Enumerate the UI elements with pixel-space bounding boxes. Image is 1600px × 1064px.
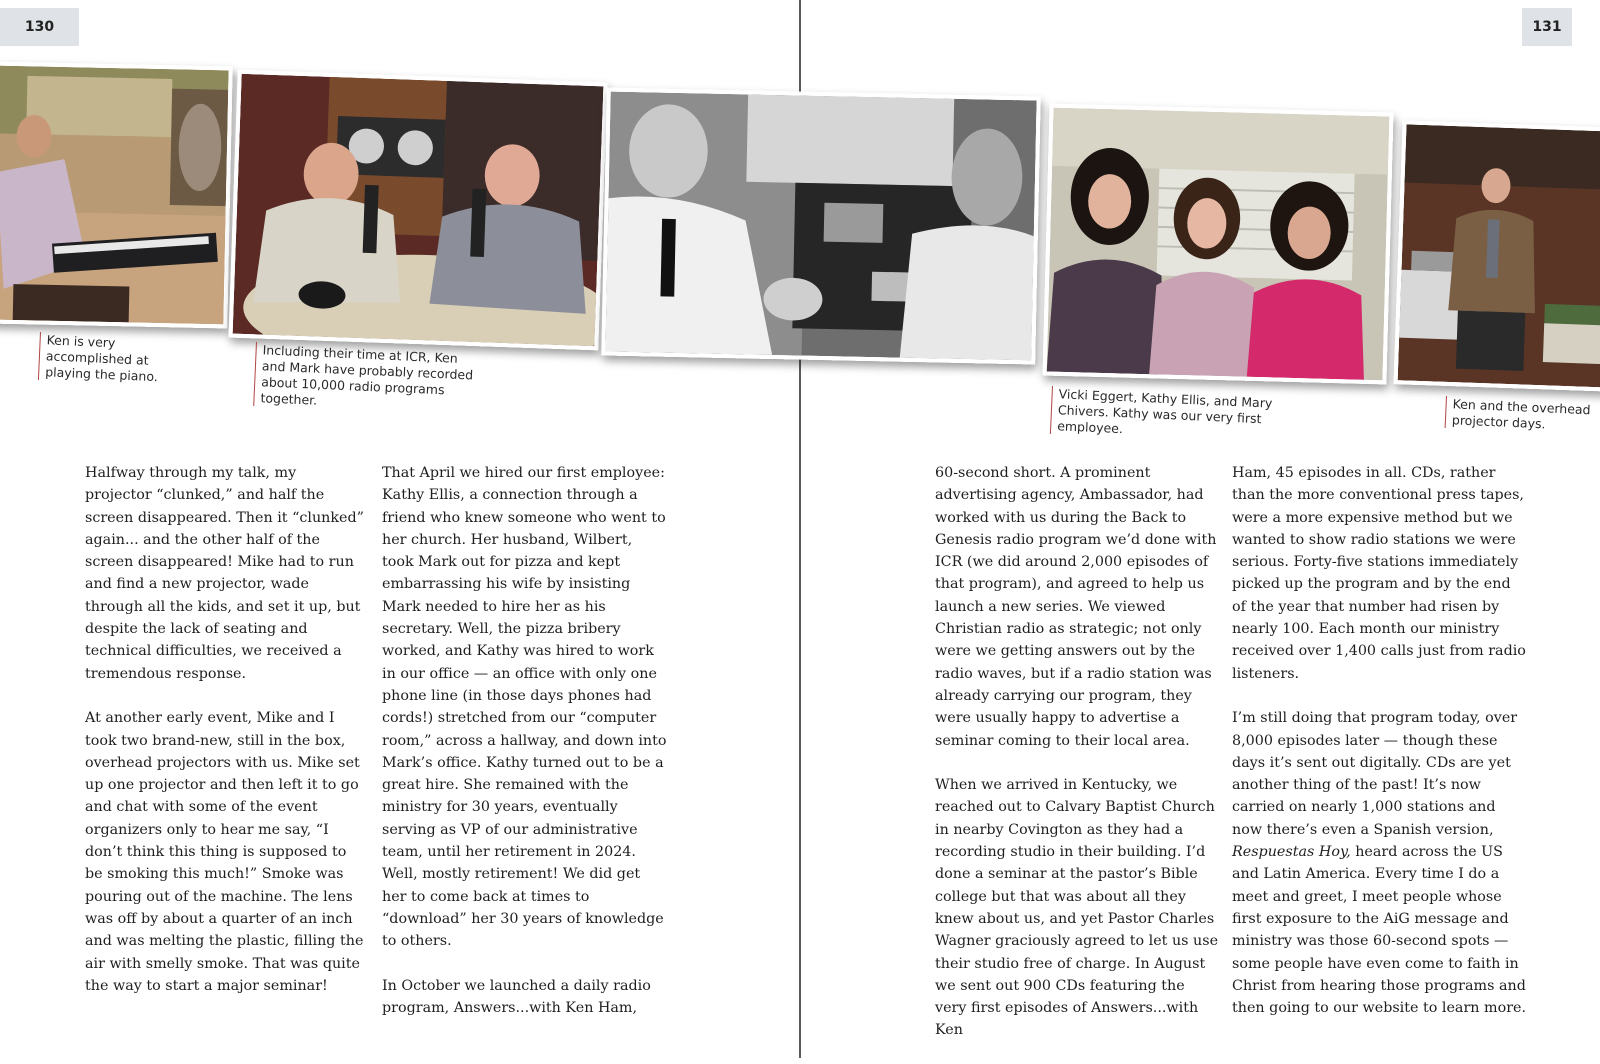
right-page-number: 131 <box>1522 8 1572 46</box>
left-page-number: 130 <box>0 8 79 46</box>
staff-photo-image <box>1047 108 1390 381</box>
body-column-4 <box>1232 462 1527 1042</box>
caption-staff <box>1050 386 1324 446</box>
body-column-2 <box>382 462 667 1042</box>
photo-piano <box>0 62 233 329</box>
caption-projector <box>1445 396 1593 434</box>
photo-staff <box>1042 104 1393 385</box>
caption-piano <box>38 332 167 385</box>
paragraph: Halfway through my talk, my projector “clunked,” and half the screen disappeared. Then it “clunked” again... and the other half of the screen disappeared! Mike had to run and find a new projector, wade through all the kids, and set it up, but despite the lack of seating and technical difficulties, we received a tremendous response. <box>85 465 364 682</box>
caption-studio-text: Including their time at ICR, Ken and Mark have probably recorded about 10,000 radio programs together. <box>260 342 474 408</box>
caption-projector-text: Ken and the overhead projector days. <box>1451 396 1591 432</box>
photo-bw-radio <box>601 87 1041 364</box>
paragraph-text: I’m still doing that program today, over 8,000 episodes later — though these days it’s sent out digitally. CDs are yet another thing of the past! It’s now carried on nearly 1,000 stations and now there’s even a Spanish version, <box>1232 710 1518 838</box>
program-title-italic: Respuestas Hoy, <box>1232 844 1351 861</box>
studio-photo-image <box>233 74 604 346</box>
paragraph <box>1232 707 1527 1019</box>
caption-studio <box>253 342 478 416</box>
photo-projector <box>1393 120 1600 392</box>
piano-photo-image <box>0 66 229 325</box>
paragraph: At another early event, Mike and I took two brand-new, still in the box, overhead projectors with us. Mike set up one projector and then left it to go and chat with some of the event organizers only to hear me say, “I don’t think this thing is supposed to be smoking this much!” Smoke was pouring out of the machine. The lens was off by about a quarter of an inch and was melting the plastic, filling the air with smelly smoke. That was quite the way to start a major seminar! <box>85 710 364 994</box>
projector-photo-image <box>1398 124 1600 387</box>
caption-staff-text: Vicki Eggert, Kathy Ellis, and Mary Chivers. Kathy was our very first employee. <box>1056 386 1273 437</box>
body-column-3 <box>935 462 1220 1064</box>
paragraph: Ham, 45 episodes in all. CDs, rather than the more conventional press tapes, were a more expensive method but we wanted to show radio stations we were serious. Forty-five stations immediately picked up the program and by the end of the year that number had risen by nearly 100. Each month our ministry received over 1,400 calls just from radio listeners. <box>1232 465 1526 682</box>
photo-studio <box>228 70 607 351</box>
paragraph-text: heard across the US and Latin America. Every time I do a meet and greet, I meet people whose first exposure to the AiG message and ministry was those 60-second spots — some people have even come to faith in Christ from hearing those programs and then going to our website to learn more. <box>1232 844 1527 1017</box>
paragraph: That April we hired our first employee: Kathy Ellis, a connection through a friend who knew someone who went to her church. Her husband, Wilbert, took Mark out for pizza and kept embarrassing his wife by insisting Mark needed to hire her as his secretary. Well, the pizza bribery worked, and Kathy was hired to work in our office — an office with only one phone line (in those days phones had cords!) stretched from our “computer room,” across a hallway, and down into Mark’s office. Kathy turned out to be a great hire. She remained with the ministry for 30 years, eventually serving as VP of our administrative team, until her retirement in 2024. Well, mostly retirement! We did get her to come back at times to “download” her 30 years of knowledge to others. <box>382 465 667 950</box>
body-column-1 <box>85 462 365 1019</box>
paragraph: 60-second short. A prominent advertising agency, Ambassador, had worked with us during the Back to Genesis radio program we’d done with ICR (we did around 2,000 episodes of that program), and agreed to help us launch a new series. We viewed Christian radio as strategic; not only were we getting answers out by the radio waves, but if a radio station was already carrying our program, they were usually happy to advertise a seminar coming to their local area. <box>935 465 1217 749</box>
paragraph: In October we launched a daily radio program, Answers...with Ken Ham, <box>382 977 651 1017</box>
bw-radio-photo-image <box>605 92 1036 361</box>
caption-piano-text: Ken is very accomplished at playing the piano. <box>44 332 159 385</box>
paragraph: When we arrived in Kentucky, we reached out to Calvary Baptist Church in nearby Covington as they had a recording studio in their building. I’d done a seminar at the pastor’s Bible college but that was about all they knew about us, and yet Pastor Charles Wagner graciously agreed to let us use their studio free of charge. In August we sent out 900 CDs featuring the very first episodes of Answers...with Ken <box>935 777 1219 1039</box>
